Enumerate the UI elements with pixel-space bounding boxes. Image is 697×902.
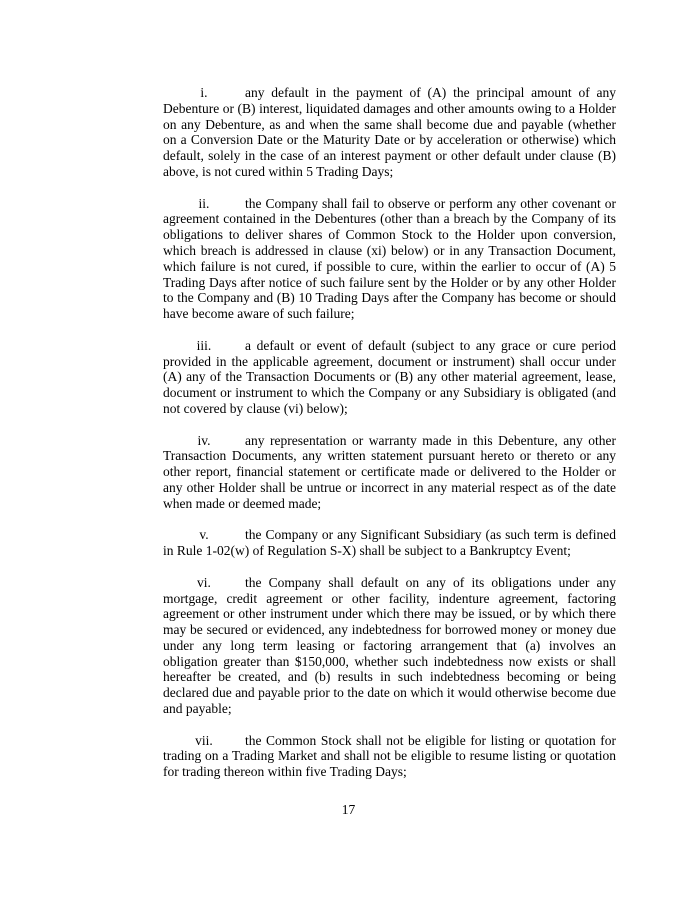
clause-text: the Common Stock shall not be eligible for listing or quotation for trading on a Trading Market and shall not be eligible to resume listing or quotation for trading thereon within five Trading Days; [163,732,616,780]
clause-number: v. [199,527,209,543]
clause-paragraph-vi [163,575,616,717]
clause-text: a default or event of default (subject to any grace or cure period provided in the applicable agreement, document or instrument) shall occur under (A) any of the Transaction Documents or (B) any other material agreement, lease, document or instrument to which the Company or any Subsidiary is obligated (and not covered by clause (vi) below); [163,337,616,416]
clause-number: i. [200,85,208,100]
clause-paragraph-iv [163,433,616,512]
clause-text: any default in the payment of (A) the principal amount of any Debenture or (B) interest, liquidated damages and other amounts owing to a Holder on any Debenture, as and when the same shall become due and payable (whether on a Conversion Date or the Maturity Date or by acceleration or otherwise) which default, solely in the case of an interest payment or other default under clause (B) above, is not cured within 5 Trading Days; [163,85,616,179]
clause-number: vi. [197,574,211,590]
clause-paragraph-vii [163,733,616,780]
clause-text: the Company or any Significant Subsidiary (as such term is defined in Rule 1-02(w) of Regulation S-X) shall be subject to a Bankruptcy Event; [163,527,616,559]
clause-text: any representation or warranty made in this Debenture, any other Transaction Documents, any written statement pursuant hereto or thereto or any other report, financial statement or certificate made or delivered to the Holder or any other Holder shall be untrue or incorrect in any material respect as of the date when made or deemed made; [163,432,616,511]
document-body [163,85,616,796]
clause-number: iv. [197,432,211,448]
clause-text: the Company shall default on any of its obligations under any mortgage, credit agreement or other facility, indenture agreement, factoring agreement or other instrument under which there may be issued, or by which there may be secured or evidenced, any indebtedness for borrowed money or money due under any long term leasing or factoring arrangement that (a) involves an obligation greater than $150,000, whether such indebtedness now exists or shall hereafter be created, and (b) results in such indebtedness becoming or being declared due and payable prior to the date on which it would otherwise become due and payable; [163,574,616,717]
clause-paragraph-ii [163,196,616,322]
clause-number: ii. [198,195,210,211]
clause-number: vii. [195,732,213,748]
clause-text: the Company shall fail to observe or perform any other covenant or agreement contained in the Debentures (other than a breach by the Company of its obligations to deliver shares of Common Stock to the Holder upon conversion, which breach is addressed in clause (xi) below) or in any Transaction Document, which failure is not cured, if possible to cure, within the earlier to occur of (A) 5 Trading Days after notice of such failure sent by the Holder or by any other Holder to the Company and (B) 10 Trading Days after the Company has become or should have become aware of such failure; [163,195,616,322]
clause-paragraph-iii [163,338,616,417]
clause-paragraph-v [163,527,616,559]
clause-paragraph-i [163,85,616,180]
clause-number: iii. [196,337,212,353]
page-number: 17 [341,802,356,817]
